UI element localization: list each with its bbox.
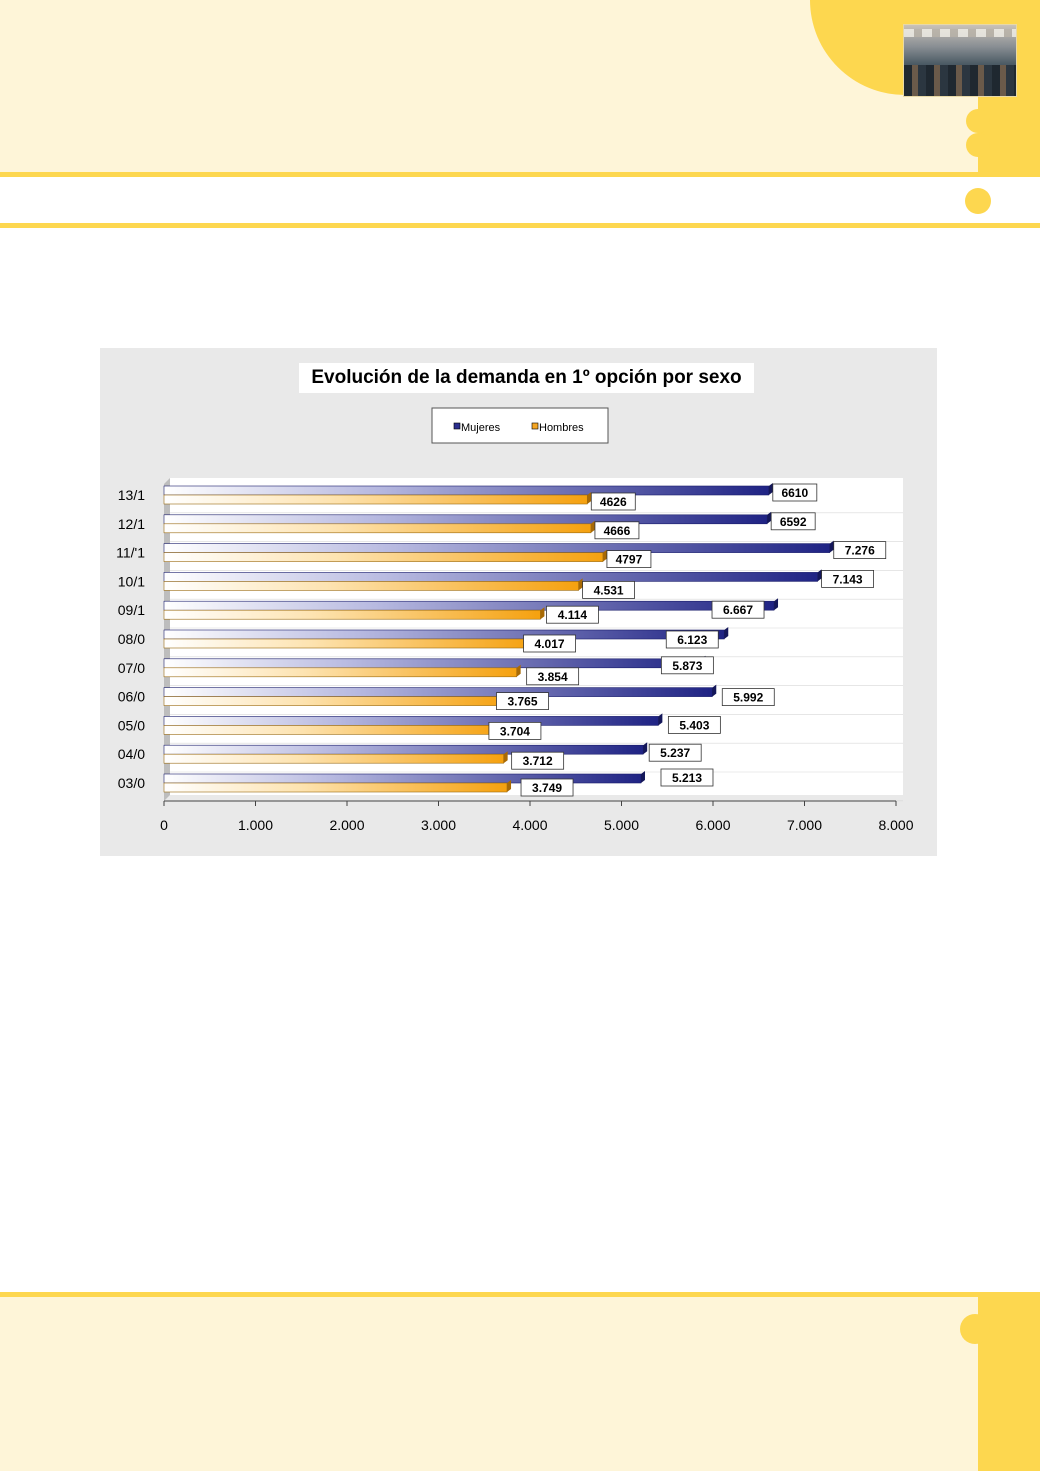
data-label-mujeres: 6.667	[723, 603, 754, 618]
category-label: 09/1	[117, 602, 145, 619]
x-tick-label: 7.000	[786, 817, 823, 833]
x-tick-label: 1.000	[237, 817, 274, 833]
data-label-hombres: 4.531	[593, 583, 624, 598]
data-label-mujeres: 5.237	[660, 746, 691, 761]
legend-label-mujeres: Mujeres	[461, 422, 501, 434]
data-label-hombres: 3.749	[532, 781, 563, 795]
data-label-mujeres: 5.873	[672, 658, 703, 673]
bar-hombres	[164, 697, 508, 706]
category-label: 13/1	[117, 487, 145, 503]
legend-swatch-mujeres	[454, 423, 460, 429]
x-tick-label: 2.000	[329, 817, 365, 833]
bar-mujeres	[164, 572, 818, 581]
data-label-mujeres: 5.403	[679, 718, 710, 733]
category-label: 03/0	[117, 775, 145, 791]
chart-title: Evolución de la demanda en 1º opción por sexo	[299, 363, 754, 393]
category-label: 08/0	[117, 631, 145, 647]
legend-swatch-hombres	[532, 423, 538, 429]
category-label: 12/1	[117, 515, 145, 532]
bar-mujeres	[164, 688, 712, 697]
bar-hombres	[164, 668, 517, 677]
legend-label-hombres: Hombres	[539, 422, 584, 434]
data-label-mujeres: 6592	[779, 514, 807, 529]
data-label-mujeres: 7.143	[832, 572, 863, 587]
bar-hombres	[164, 495, 587, 504]
bar-mujeres	[164, 544, 830, 553]
data-label-hombres: 4626	[599, 495, 627, 509]
bar-hombres	[164, 783, 507, 792]
x-tick-label: 0	[160, 817, 168, 833]
bar-hombres	[164, 524, 591, 533]
bar-mujeres	[164, 659, 701, 668]
x-tick-label: 3.000	[420, 817, 457, 833]
bar-mujeres	[164, 515, 767, 524]
data-label-mujeres: 5.213	[671, 771, 703, 785]
data-label-hombres: 3.712	[522, 754, 553, 769]
bar-mujeres	[164, 716, 658, 725]
data-label-mujeres: 7.276	[844, 543, 875, 558]
data-label-mujeres: 5.992	[733, 690, 764, 705]
x-tick-label: 8.000	[878, 817, 914, 833]
category-label: 04/0	[117, 746, 145, 763]
category-label: 11/'1	[116, 544, 145, 561]
category-label: 06/0	[117, 688, 145, 705]
bar-hombres	[164, 725, 503, 734]
bar-hombres	[164, 610, 540, 619]
data-label-hombres: 4.017	[534, 637, 565, 651]
data-label-hombres: 4.114	[557, 608, 588, 623]
category-label: 10/1	[117, 573, 145, 590]
category-label: 07/0	[117, 659, 145, 676]
data-label-hombres: 4797	[615, 552, 643, 567]
data-label-hombres: 3.854	[537, 669, 568, 684]
data-label-hombres: 4666	[603, 523, 631, 538]
bar-mujeres	[164, 486, 769, 495]
bar-mujeres	[164, 745, 643, 754]
bar-hombres	[164, 553, 603, 562]
x-tick-label: 4.000	[512, 817, 548, 833]
bar-hombres	[164, 639, 532, 648]
x-tick-label: 6.000	[695, 817, 731, 833]
bar-hombres	[164, 754, 504, 763]
data-label-mujeres: 6.123	[677, 633, 708, 647]
data-label-mujeres: 6610	[781, 486, 809, 500]
bar-mujeres	[164, 601, 774, 610]
data-label-hombres: 3.765	[507, 694, 538, 709]
category-label: 05/0	[117, 717, 145, 734]
bar-hombres	[164, 581, 579, 590]
data-label-hombres: 3.704	[499, 724, 530, 739]
bar-mujeres	[164, 630, 724, 639]
x-tick-label: 5.000	[603, 817, 640, 833]
